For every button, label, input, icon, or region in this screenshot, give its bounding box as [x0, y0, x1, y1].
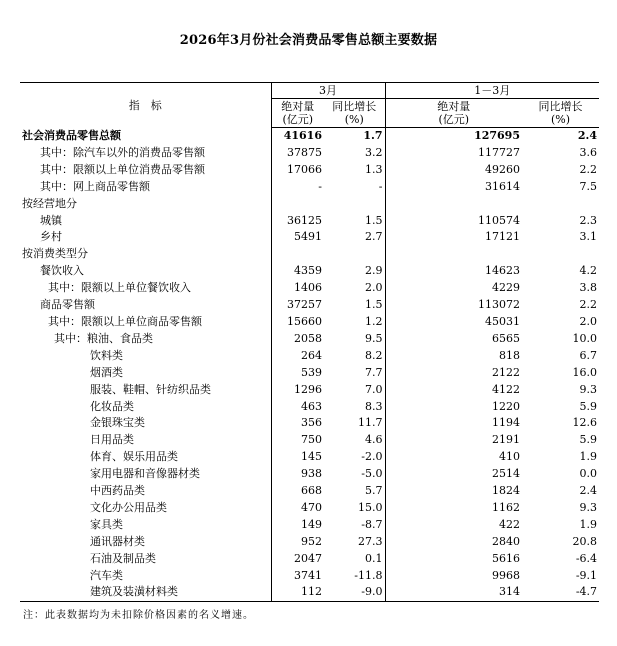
- month-value: 470: [301, 500, 322, 514]
- row-label: 通讯器材类: [20, 534, 271, 551]
- cum-growth: 7.5: [579, 179, 598, 193]
- cum-value: [385, 196, 522, 213]
- month-growth: -: [324, 179, 385, 196]
- month-growth: 8.2: [324, 348, 385, 365]
- table-row: [20, 415, 599, 432]
- month-value: 1296: [294, 382, 322, 396]
- header-cum-growth: 同比增长 (%): [522, 99, 599, 128]
- cum-value: 45031: [485, 314, 520, 328]
- row-label: 餐饮收入: [20, 263, 271, 280]
- cum-growth: 5.9: [579, 433, 598, 447]
- row-label: 中西药品类: [20, 483, 271, 500]
- month-growth: -8.7: [324, 517, 385, 534]
- month-growth: -5.0: [324, 466, 385, 483]
- cum-growth: 5.9: [579, 399, 598, 413]
- cum-growth: -9.1: [575, 568, 598, 582]
- month-value: [271, 246, 324, 263]
- month-value: 952: [301, 534, 322, 548]
- row-label: 化妆品类: [20, 399, 271, 416]
- month-value: 145: [301, 450, 322, 464]
- table-row: [20, 331, 599, 348]
- cum-value: 422: [499, 517, 520, 531]
- cum-growth: [522, 246, 599, 263]
- cum-growth: 16.0: [572, 365, 598, 379]
- table-body: [20, 128, 599, 602]
- row-label: 建筑及装潢材料类: [20, 584, 271, 601]
- month-value: 3741: [294, 568, 322, 582]
- month-growth: 7.0: [324, 382, 385, 399]
- cum-growth: 0.0: [579, 467, 598, 481]
- month-growth: [324, 246, 385, 263]
- table-row: [20, 568, 599, 585]
- month-growth: 1.5: [324, 297, 385, 314]
- row-label: 日用品类: [20, 432, 271, 449]
- table-row: [20, 229, 599, 246]
- month-value: 37875: [287, 145, 322, 159]
- row-label: 其中：限额以上单位消费品零售额: [20, 162, 271, 179]
- month-value: 2058: [294, 331, 322, 345]
- table-row: [20, 314, 599, 331]
- cum-value: 5616: [492, 551, 520, 565]
- table-row: [20, 213, 599, 230]
- footnote: 注：此表数据均为未扣除价格因素的名义增速。: [23, 610, 254, 621]
- table-row: [20, 517, 599, 534]
- month-growth: 1.5: [324, 213, 385, 230]
- cum-growth: 2.2: [579, 298, 598, 312]
- table-row: [20, 449, 599, 466]
- month-value: [271, 196, 324, 213]
- month-growth: 27.3: [324, 534, 385, 551]
- cum-value: 1220: [492, 399, 520, 413]
- data-table: [20, 82, 599, 602]
- month-growth: 1.7: [324, 128, 385, 145]
- row-label: 烟酒类: [20, 365, 271, 382]
- row-label: 饮料类: [20, 348, 271, 365]
- cum-growth: 12.6: [572, 416, 598, 430]
- month-growth: 8.3: [324, 399, 385, 416]
- month-value: -: [318, 179, 322, 193]
- table-row: [20, 348, 599, 365]
- cum-growth: 3.8: [579, 281, 598, 295]
- cum-growth: 9.3: [579, 382, 598, 396]
- month-value: 750: [301, 433, 322, 447]
- month-value: 37257: [287, 298, 322, 312]
- cum-growth: 4.2: [579, 264, 598, 278]
- cum-growth: 3.6: [579, 145, 598, 159]
- month-value: 1406: [294, 281, 322, 295]
- month-growth: -9.0: [324, 584, 385, 601]
- cum-value: 2840: [492, 534, 520, 548]
- month-value: 149: [301, 517, 322, 531]
- table-row: [20, 297, 599, 314]
- table-row: [20, 500, 599, 517]
- month-growth: [324, 196, 385, 213]
- table-row: [20, 145, 599, 162]
- cum-value: 31614: [485, 179, 520, 193]
- cum-growth: 6.7: [579, 348, 598, 362]
- month-growth: 2.9: [324, 263, 385, 280]
- table-row: [20, 466, 599, 483]
- table-row: [20, 128, 599, 145]
- row-label: 金银珠宝类: [20, 415, 271, 432]
- row-label: 商品零售额: [20, 297, 271, 314]
- row-label: 其中：限额以上单位商品零售额: [20, 314, 271, 331]
- cum-growth: 1.9: [579, 450, 598, 464]
- month-growth: 1.2: [324, 314, 385, 331]
- cum-value: 1824: [492, 484, 520, 498]
- month-value: 112: [271, 584, 324, 601]
- table-row: [20, 382, 599, 399]
- cum-value: 314: [385, 584, 522, 601]
- header-month-abs: 绝对量 (亿元): [271, 99, 324, 128]
- table-row: [20, 263, 599, 280]
- table-row: [20, 246, 599, 263]
- row-label: 城镇: [20, 213, 271, 230]
- cum-growth: 3.1: [579, 230, 598, 244]
- header-month-growth: 同比增长 (%): [324, 99, 385, 128]
- month-value: 15660: [287, 314, 322, 328]
- table-row: [20, 179, 599, 196]
- cum-value: 9968: [492, 568, 520, 582]
- month-value: 668: [301, 484, 322, 498]
- month-growth: -2.0: [324, 449, 385, 466]
- cum-value: 110574: [478, 213, 520, 227]
- cum-growth: 10.0: [572, 331, 598, 345]
- month-growth: 5.7: [324, 483, 385, 500]
- cum-growth: [522, 196, 599, 213]
- page-title: 2026年3月份社会消费品零售总额主要数据: [179, 33, 438, 48]
- month-value: 356: [301, 416, 322, 430]
- month-growth: 9.5: [324, 331, 385, 348]
- month-growth: -11.8: [324, 568, 385, 585]
- cum-value: 2514: [492, 467, 520, 481]
- cum-growth: 2.4: [579, 484, 598, 498]
- cum-growth: 2.3: [579, 213, 598, 227]
- header-cumulative: 1－3月: [385, 83, 599, 99]
- row-label: 社会消费品零售总额: [20, 128, 271, 145]
- cum-value: 4122: [492, 382, 520, 396]
- month-growth: 7.7: [324, 365, 385, 382]
- month-value: 938: [301, 467, 322, 481]
- month-growth: 1.3: [324, 162, 385, 179]
- row-label: 乡村: [20, 229, 271, 246]
- month-growth: 4.6: [324, 432, 385, 449]
- cum-value: 49260: [485, 162, 520, 176]
- cum-growth: 2.4: [577, 129, 598, 142]
- cum-value: 4229: [492, 281, 520, 295]
- cum-growth: -6.4: [575, 551, 598, 565]
- table-row: [20, 551, 599, 568]
- cum-growth: 1.9: [579, 517, 598, 531]
- row-label: 家具类: [20, 517, 271, 534]
- row-label: 其中：网上商品零售额: [20, 179, 271, 196]
- cum-growth: -4.7: [522, 584, 599, 601]
- row-label: 其中：粮油、食品类: [20, 331, 271, 348]
- cum-value: 113072: [478, 298, 520, 312]
- row-label: 体育、娱乐用品类: [20, 449, 271, 466]
- month-value: 17066: [287, 162, 322, 176]
- month-growth: 2.0: [324, 280, 385, 297]
- row-label: 家用电器和音像器材类: [20, 466, 271, 483]
- month-growth: 3.2: [324, 145, 385, 162]
- month-value: 539: [301, 365, 322, 379]
- row-label: 按消费类型分: [20, 246, 271, 263]
- month-value: 264: [301, 348, 322, 362]
- table-row: [20, 483, 599, 500]
- table-row: [20, 365, 599, 382]
- cum-value: 410: [499, 450, 520, 464]
- month-growth: 11.7: [324, 415, 385, 432]
- table-row: [20, 584, 599, 601]
- month-value: 463: [301, 399, 322, 413]
- month-value: 41616: [283, 129, 322, 142]
- row-label: 按经营地分: [20, 196, 271, 213]
- month-growth: 0.1: [324, 551, 385, 568]
- cum-growth: 9.3: [579, 500, 598, 514]
- cum-value: 1162: [492, 500, 520, 514]
- table-row: [20, 196, 599, 213]
- cum-value: [385, 246, 522, 263]
- cum-value: 127695: [474, 129, 520, 142]
- row-label: 其中：限额以上单位餐饮收入: [20, 280, 271, 297]
- cum-value: 6565: [492, 331, 520, 345]
- header-cum-abs: 绝对量 (亿元): [385, 99, 522, 128]
- month-value: 5491: [294, 230, 322, 244]
- cum-growth: 20.8: [572, 534, 598, 548]
- month-growth: 2.7: [324, 229, 385, 246]
- month-value: 2047: [294, 551, 322, 565]
- cum-value: 14623: [485, 264, 520, 278]
- table-row: [20, 399, 599, 416]
- cum-value: 117727: [478, 145, 520, 159]
- row-label: 其中：除汽车以外的消费品零售额: [20, 145, 271, 162]
- row-label: 汽车类: [20, 568, 271, 585]
- month-value: 4359: [294, 264, 322, 278]
- row-label: 服装、鞋帽、针纺织品类: [20, 382, 271, 399]
- table-row: [20, 162, 599, 179]
- table-row: [20, 280, 599, 297]
- cum-value: 2122: [492, 365, 520, 379]
- header-month: 3月: [271, 83, 385, 99]
- table-row: [20, 534, 599, 551]
- header-indicator: 指 标: [20, 83, 271, 128]
- table-row: [20, 432, 599, 449]
- cum-value: 17121: [485, 230, 520, 244]
- row-label: 石油及制品类: [20, 551, 271, 568]
- row-label: 文化办公用品类: [20, 500, 271, 517]
- cum-value: 1194: [492, 416, 520, 430]
- month-value: 36125: [287, 213, 322, 227]
- cum-value: 818: [499, 348, 520, 362]
- cum-growth: 2.2: [579, 162, 598, 176]
- month-growth: 15.0: [324, 500, 385, 517]
- cum-value: 2191: [492, 433, 520, 447]
- cum-growth: 2.0: [579, 314, 598, 328]
